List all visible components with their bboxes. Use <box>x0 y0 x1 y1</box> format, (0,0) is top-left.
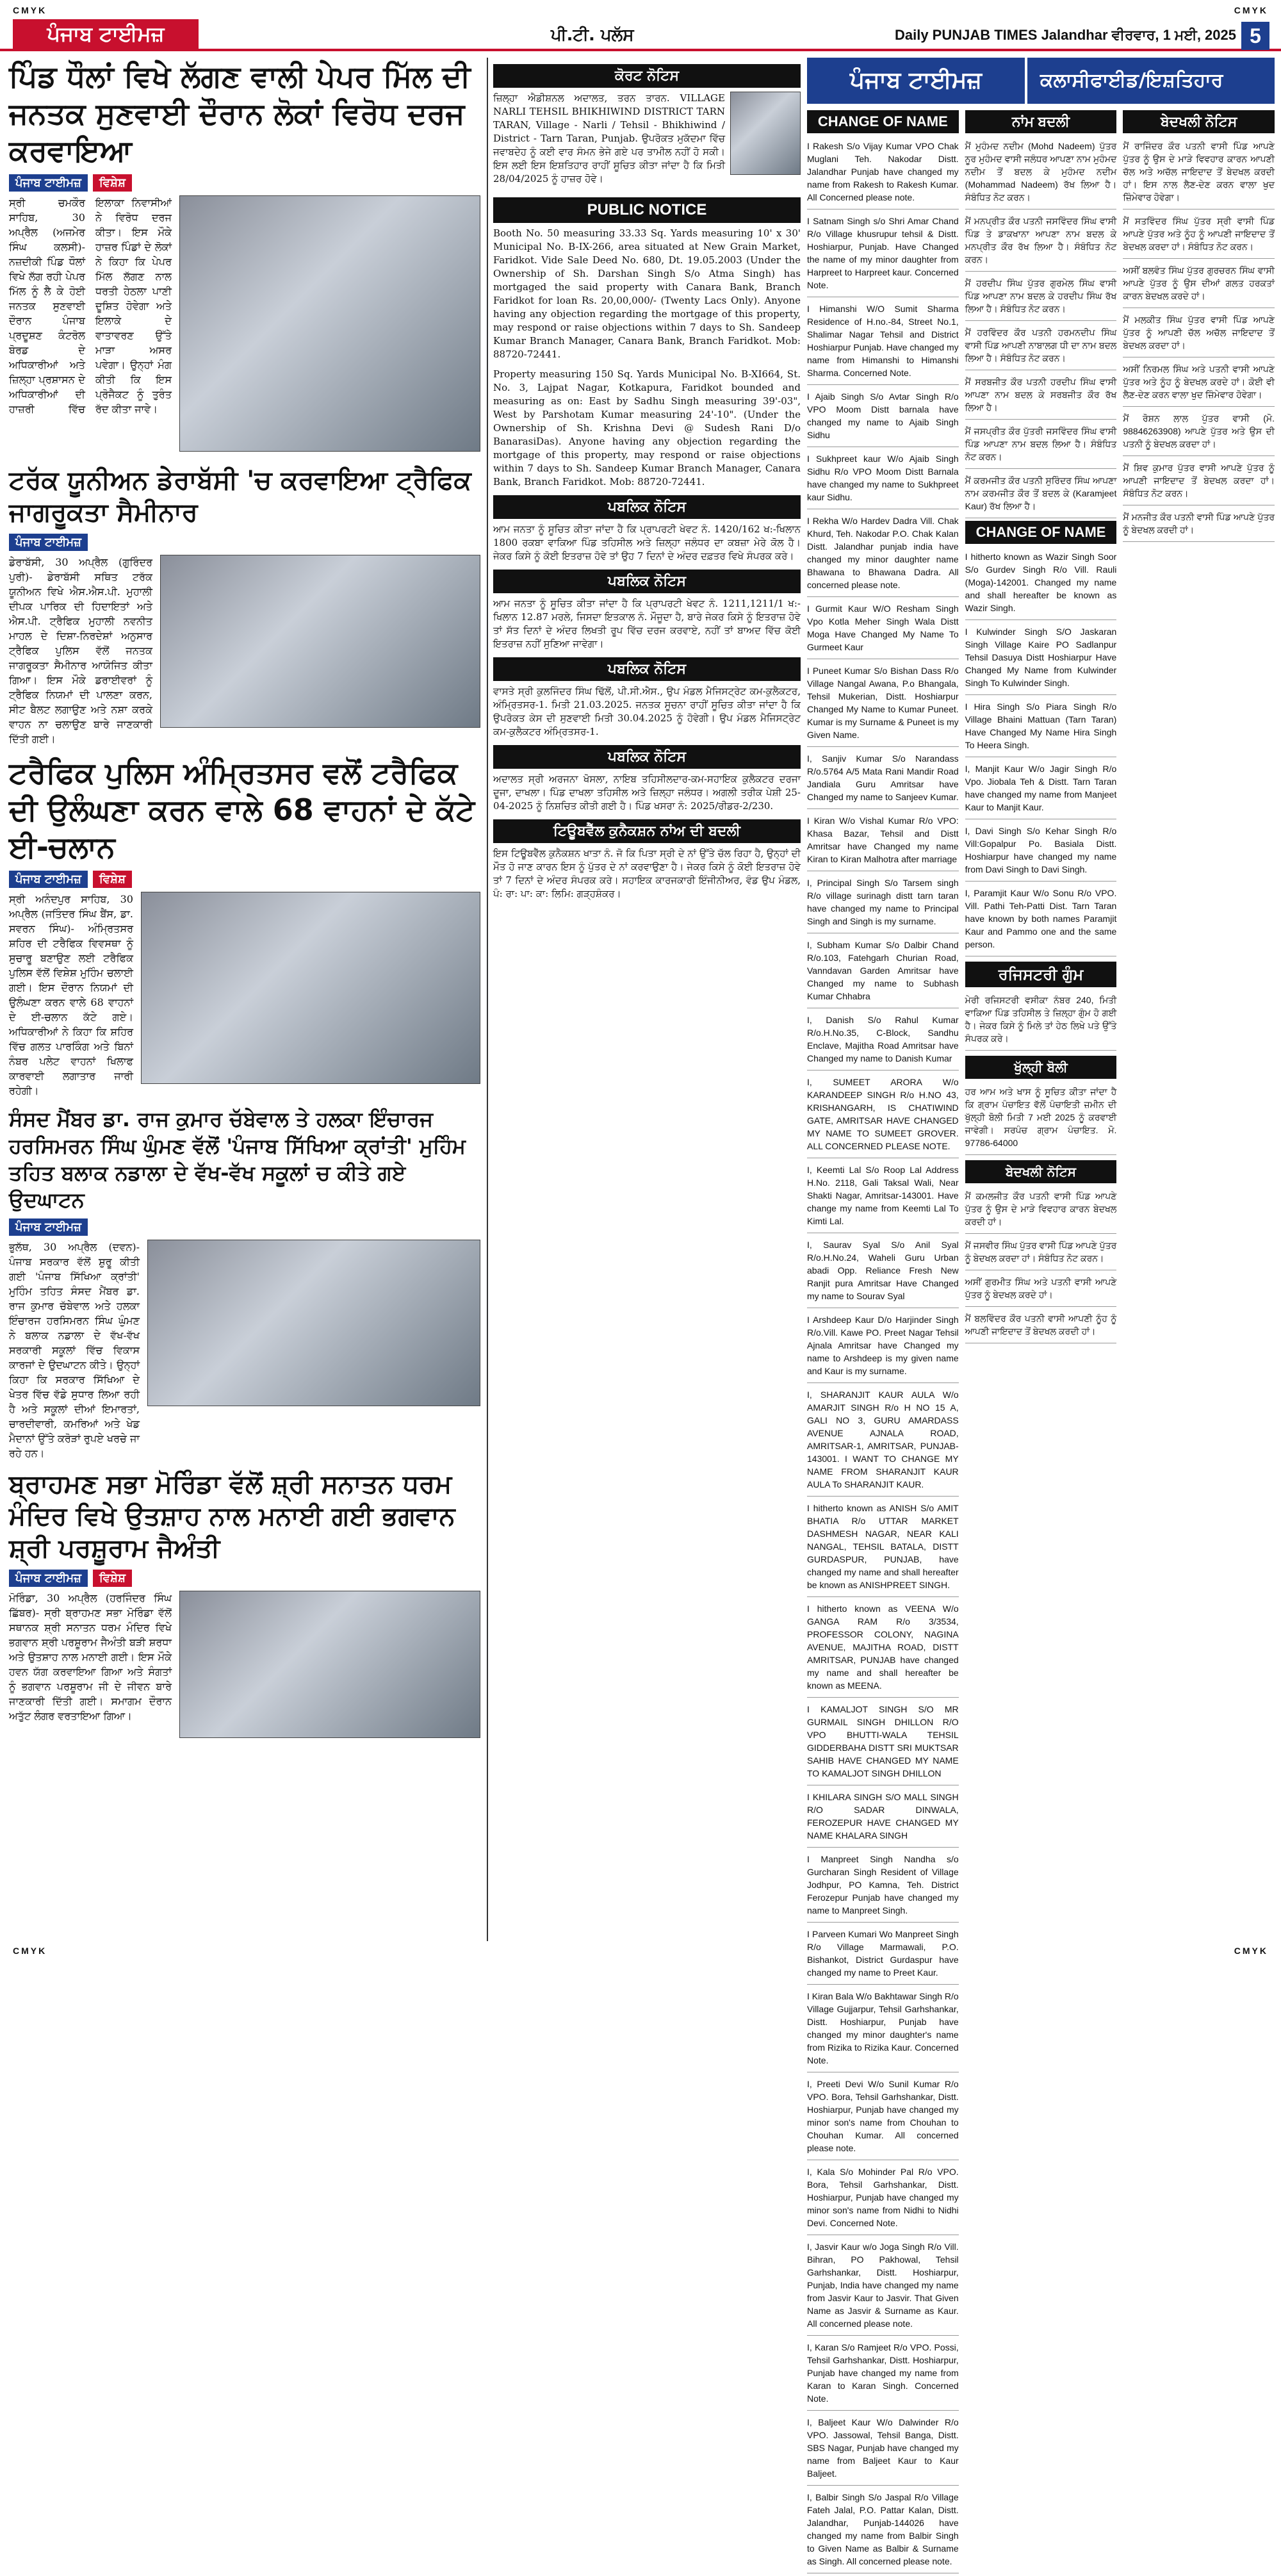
story-body: ਡੇਰਾਬੱਸੀ, 30 ਅਪ੍ਰੈਲ (ਗੁਰਿੰਦਰ ਪੁਰੀ)- ਡੇਰਾਬੱਸੀ ਸਥਿਤ ਟਰੱਕ ਯੂਨੀਅਨ ਵਿਖੇ ਐਸ.ਐਸ.ਪੀ. ਮੁਹਾਲੀ ਦੀਪਕ ਪਾਰਿਕ ਦੀ ਹਿਦਾਇਤਾਂ ਅਤੇ ਐਸ.ਪੀ. ਟ੍ਰੈਫਿਕ ਮੁਹਾਲੀ ਨਵਨੀਤ ਮਾਹਲ ਦੇ ਦਿਸ਼ਾ-ਨਿਰਦੇਸ਼ਾਂ ਅਨੁਸਾਰ ਟ੍ਰੈਫਿਕ ਪੁਲਿਸ ਵੱਲੋਂ ਜਨਤਕ ਜਾਗਰੂਕਤਾ ਸੈਮੀਨਾਰ ਆਯੋਜਿਤ ਕੀਤਾ ਗਿਆ। ਇਸ ਮੌਕੇ ਡਰਾਈਵਰਾਂ ਨੂੰ ਟ੍ਰੈਫਿਕ ਨਿਯਮਾਂ ਦੀ ਪਾਲਣਾ ਕਰਨ, ਸੀਟ ਬੈਲਟ ਲਗਾਉਣ ਅਤੇ ਨਸ਼ਾ ਕਰਕੇ ਵਾਹਨ ਨਾ ਚਲਾਉਣ ਬਾਰੇ ਜਾਣਕਾਰੀ ਦਿੱਤੀ ਗਈ। <box>9 556 152 745</box>
classified-col-b <box>965 110 1117 2576</box>
classified-ad: I Sukhpreet kaur W/o Ajaib Singh Sidhu R/o VPO Moom Distt Barnala have changed my name to Sukhpreet kaur Sidhu. <box>807 450 959 509</box>
story-body: ਸ੍ਰੀ ਅਨੰਦਪੁਰ ਸਾਹਿਬ, 30 ਅਪ੍ਰੈਲ (ਜਤਿੰਦਰ ਸਿੰਘ ਬੈਂਸ, ਡਾ. ਸਵਰਨ ਸਿੰਘ)- ਅੰਮ੍ਰਿਤਸਰ ਸ਼ਹਿਰ ਦੀ ਟਰੈਫਿਕ ਵਿਵਸਥਾ ਨੂੰ ਸੁਚਾਰੂ ਬਣਾਉਣ ਲਈ ਟਰੈਫਿਕ ਪੁਲਿਸ ਵੱਲੋਂ ਵਿਸ਼ੇਸ਼ ਮੁਹਿੰਮ ਚਲਾਈ ਗਈ। ਇਸ ਦੌਰਾਨ ਨਿਯਮਾਂ ਦੀ ਉਲੰਘਣਾ ਕਰਨ ਵਾਲੇ 68 ਵਾਹਨਾਂ ਦੇ ਈ-ਚਲਾਨ ਕੱਟੇ ਗਏ। ਅਧਿਕਾਰੀਆਂ ਨੇ ਕਿਹਾ ਕਿ ਸ਼ਹਿਰ ਵਿੱਚ ਗਲਤ ਪਾਰਕਿੰਗ ਅਤੇ ਬਿਨਾਂ ਨੰਬਰ ਪਲੇਟ ਵਾਹਨਾਂ ਖਿਲਾਫ ਕਾਰਵਾਈ ਲਗਾਤਾਰ ਜਾਰੀ ਰਹੇਗੀ। <box>9 893 133 1097</box>
classified-ad: I, Davi Singh S/o Kehar Singh R/o Vill:Gopalpur Po. Basiala Distt. Hoshiarpur have changed my name from Davi Singh to Davi Singh. <box>965 822 1117 882</box>
open-auction-heading: ਖੁੱਲ੍ਹੀ ਬੋਲੀ <box>965 1056 1117 1079</box>
classified-ad: ਮੈਂ ਜਸਪ੍ਰੀਤ ਕੌਰ ਪੁੱਤਰੀ ਜਸਵਿੰਦਰ ਸਿੰਘ ਵਾਸੀ ਪਿੰਡ ਆਪਣਾ ਨਾਮ ਬਦਲ ਲਿਆ ਹੈ। ਸੰਬੰਧਿਤ ਨੋਟ ਕਰਨ। <box>965 422 1117 469</box>
story-headline: ਪਿੰਡ ਧੌਲਾਂ ਵਿਖੇ ਲੱਗਣ ਵਾਲੀ ਪੇਪਰ ਮਿੱਲ ਦੀ ਜਨਤਕ ਸੁਣਵਾਈ ਦੌਰਾਨ ਲੋਕਾਂ ਵਿਰੋਧ ਦਰਜ ਕਰਵਾਇਆ <box>9 59 471 168</box>
open-auction-text: ਹਰ ਆਮ ਅਤੇ ਖਾਸ ਨੂੰ ਸੂਚਿਤ ਕੀਤਾ ਜਾਂਦਾ ਹੈ ਕਿ ਗ੍ਰਾਮ ਪੰਚਾਇਤ ਵੱਲੋਂ ਪੰਚਾਇਤੀ ਜ਼ਮੀਨ ਦੀ ਖੁੱਲ੍ਹੀ ਬੋਲੀ ਮਿਤੀ 7 ਮਈ 2025 ਨੂੰ ਕਰਵਾਈ ਜਾਵੇਗੀ। ਸਰਪੰਚ ਗ੍ਰਾਮ ਪੰਚਾਇਤ. ਮੋ. 97786-64000 <box>965 1083 1117 1155</box>
cmyk-mark-bottom-right: CMYK <box>1234 1946 1268 1956</box>
classified-col-c <box>1123 110 1275 2576</box>
classifieds-header <box>807 58 1275 104</box>
byline <box>9 1570 480 1587</box>
classified-ad: I, Danish S/o Rahul Kumar R/o.H.No.35, C-Block, Sandhu Enclave, Majitha Road Amritsar have Changed my name to Danish Kumar <box>807 1011 959 1071</box>
classified-ad: I Ajaib Singh S/o Avtar Singh R/o VPO Moom Distt barnala have changed my name to Ajaib Singh Sidhu <box>807 388 959 447</box>
story-photo <box>141 892 480 1084</box>
classified-ad: ਅਸੀਂ ਗੁਰਮੀਤ ਸਿੰਘ ਅਤੇ ਪਤਨੀ ਵਾਸੀ ਆਪਣੇ ਪੁੱਤਰ ਨੂੰ ਬੇਦਖਲ ਕਰਦੇ ਹਾਂ। <box>965 1273 1117 1307</box>
classified-ad: I hitherto known as VEENA W/o GANGA RAM R/o 3/3534, PROFESSOR COLONY, NAGINA AVENUE, MAJITHA ROAD, DISTT AMRITSAR, PUNJAB have changed my name and shall hereafter be known as MEENA. <box>807 1600 959 1698</box>
byline-source: ਪੰਜਾਬ ਟਾਈਮਜ਼ <box>9 1218 88 1236</box>
classified-ad: I Kiran Bala W/o Bakhtawar Singh R/o Village Gujjarpur, Tehsil Garhshankar, Distt. Hoshiarpur, Punjab have changed my minor daughter's name from Rizika to Rizika Kaur. Concerned Note. <box>807 1987 959 2072</box>
classified-ad: ਮੈਂ ਰੋਸ਼ਨ ਲਾਲ ਪੁੱਤਰ ਵਾਸੀ (ਮੋ. 98846263908) ਆਪਣੇ ਪੁੱਤਰ ਅਤੇ ਉਸ ਦੀ ਪਤਨੀ ਨੂੰ ਬੇਦਖਲ ਕਰਦਾ ਹਾਂ। <box>1123 409 1275 456</box>
story-photo <box>160 555 480 728</box>
classified-ad: I, Baljeet Kaur W/o Dalwinder R/o VPO. Jassowal, Tehsil Banga, Distt. SBS Nagar, Punjab have changed my name from Baljeet Kaur to Kaur Baljeet. <box>807 2413 959 2486</box>
cmyk-mark-right: CMYK <box>1234 5 1268 15</box>
story-1 <box>9 58 480 457</box>
story-3 <box>9 754 480 1098</box>
registry-lost-text: ਮੇਰੀ ਰਜਿਸਟਰੀ ਵਸੀਕਾ ਨੰਬਰ 240, ਮਿਤੀ ਵਾਕਿਆ ਪਿੰਡ ਤਹਿਸੀਲ ਤੇ ਜ਼ਿਲ੍ਹਾ ਗੁੰਮ ਹੋ ਗਈ ਹੈ। ਜੇਕਰ ਕਿਸੇ ਨੂੰ ਮਿਲੇ ਤਾਂ ਹੇਠ ਲਿਖੇ ਪਤੇ ਉੱਤੇ ਸੰਪਰਕ ਕਰੇ। <box>965 991 1117 1051</box>
byline-source: ਪੰਜਾਬ ਟਾਈਮਜ਼ <box>9 1570 88 1587</box>
story-photo <box>179 195 480 452</box>
public-notice-text-1: Booth No. 50 measuring 33.33 Sq. Yards measuring 10' x 30' Municipal No. B-IX-266, area situated at New Grain Market, Faridkot. Vide Sale Deed No. 680, Dt. 19.05.2003 (Under the Ownership of Sh. Darshan Singh S/o Atma Singh) has mortgaged the said property with Canara Bank, Branch Faridkot for loan Rs. 20,00,000/- (Twenty Lacs Only). Anyone having any objection regarding the mortgage of this property, may respond or raise objections within 7 days to Sh. Sandeep Kumar Branch Manager, Canara Bank, Branch Faridkot. Mob: 88720-72441. <box>493 227 801 360</box>
pb-notice-text-2: ਆਮ ਜਨਤਾ ਨੂੰ ਸੂਚਿਤ ਕੀਤਾ ਜਾਂਦਾ ਹੈ ਕਿ ਪ੍ਰਾਪਰਟੀ ਖੇਵਟ ਨੰ. 1211,1211/1 ਖ:-ਖਿਲਾਨ 12.87 ਮਰਲੇ, ਜਿਸਦਾ ਇਤਕਾਲ ਨੰ. ਮੌਜੂਦਾ ਹੈ, ਬਾਰੇ ਜੇਕਰ ਕਿਸੇ ਨੂੰ ਇਤਰਾਜ਼ ਹੋਵੇ ਤਾਂ ਸੱਤ ਦਿਨਾਂ ਦੇ ਅੰਦਰ ਲਿਖਤੀ ਰੂਪ ਵਿੱਚ ਦਰਜ ਕਰਵਾਏ, ਨਹੀਂ ਤਾਂ ਬਾਅਦ ਵਿੱਚ ਕੋਈ ਇਤਰਾਜ਼ ਨਹੀਂ ਸੁਣਿਆ ਜਾਵੇਗਾ। <box>493 598 801 650</box>
classified-col-a <box>807 110 959 2576</box>
change-of-name-list-2 <box>965 548 1117 956</box>
court-notice-text: ਜ਼ਿਲ੍ਹਾ ਐਡੀਸ਼ਨਲ ਅਦਾਲਤ, ਤਰਨ ਤਾਰਨ. VILLAGE NARLI TEHSIL BHIKHIWIND DISTRICT TARN TARAN, Village - Narli / Tehsil - Bhikhiwind / District - Tarn Taran, Punjab. ਉਪਰੋਕਤ ਮੁਕੱਦਮਾ ਵਿੱਚ ਜਵਾਬਦੇਹ ਨੂੰ ਕਈ ਵਾਰ ਸੰਮਨ ਭੇਜੇ ਗਏ ਪਰ ਤਾਮੀਲ ਨਹੀਂ ਹੋ ਸਕੀ। ਇਸ ਲਈ ਇਸ ਇਸ਼ਤਿਹਾਰ ਰਾਹੀਂ ਸੂਚਿਤ ਕੀਤਾ ਜਾਂਦਾ ਹੈ ਕਿ ਮਿਤੀ 28/04/2025 ਨੂੰ ਹਾਜ਼ਰ ਹੋਵੇ। <box>493 92 725 185</box>
classified-ad: I, SUMEET ARORA W/o KARANDEEP SINGH R/o H.NO 43, KRISHANGARH, IS CHATIWIND GATE, AMRITSAR HAVE CHANGED MY NAME TO SUMEET GROVER. ALL CONCERNED PLEASE NOTE. <box>807 1073 959 1158</box>
classified-ad: I hitherto known as Wazir Singh Soor S/o Gurdev Singh R/o Vill. Rauli (Moga)-142001. Changed my name and shall hereafter be known as Wazir Singh. <box>965 548 1117 620</box>
classified-ad: I Himanshi W/O Sumit Sharma Residence of H.no.-84, Street No.1, Shalimar Nagar Tehsil and District Hoshiarpur Punjab. Have changed my name from Himanshi to Himanshi Sharma. Concerned Note. <box>807 300 959 385</box>
classified-ad: ਮੈਂ ਸਤਵਿੰਦਰ ਸਿੰਘ ਪੁੱਤਰ ਸ੍ਰੀ ਵਾਸੀ ਪਿੰਡ ਆਪਣੇ ਪੁੱਤਰ ਅਤੇ ਨੂੰਹ ਨੂੰ ਆਪਣੀ ਜਾਇਦਾਦ ਤੋਂ ਬੇਦਖਲ ਕਰਦਾ ਹਾਂ। ਸੰਬੰਧਿਤ ਨੋਟ ਕਰਨ। <box>1123 212 1275 259</box>
byline-source: ਪੰਜਾਬ ਟਾਈਮਜ਼ <box>9 174 88 192</box>
byline-tag: ਵਿਸ਼ੇਸ਼ <box>93 871 132 888</box>
classified-ad: I Gurmit Kaur W/O Resham Singh Vpo Kotla Meher Singh Wala Distt Moga Have Changed My Name To Gurmeet Kaur <box>807 600 959 659</box>
registry-lost-heading: ਰਜਿਸਟਰੀ ਗੁੰਮ <box>965 962 1117 987</box>
disinherit-list <box>1123 137 1275 542</box>
classified-ad: I, Principal Singh S/o Tarsem singh R/o village surinagh distt tarn taran have changed my name to Principal Singh and Singh is my surname. <box>807 874 959 933</box>
pb-notice-title-3: ਪਬਲਿਕ ਨੋਟਿਸ <box>493 657 801 681</box>
classified-ad: ਅਸੀਂ ਨਿਰਮਲ ਸਿੰਘ ਅਤੇ ਪਤਨੀ ਵਾਸੀ ਆਪਣੇ ਪੁੱਤਰ ਅਤੇ ਨੂੰਹ ਨੂੰ ਬੇਦਖਲ ਕਰਦੇ ਹਾਂ। ਕੋਈ ਵੀ ਲੈਣ-ਦੇਣ ਕਰਨ ਵਾਲਾ ਖੁਦ ਜ਼ਿੰਮੇਵਾਰ ਹੋਵੇਗਾ। <box>1123 360 1275 407</box>
name-change-pb-list <box>965 137 1117 518</box>
disinherit-heading: ਬੇਦਖਲੀ ਨੋਟਿਸ <box>1123 110 1275 133</box>
classifieds-logo: ਪੰਜਾਬ ਟਾਈਮਜ਼ <box>807 58 1025 104</box>
classified-ad: ਮੈਂ ਸਰਬਜੀਤ ਕੌਰ ਪਤਨੀ ਹਰਦੀਪ ਸਿੰਘ ਵਾਸੀ ਆਪਣਾ ਨਾਮ ਬਦਲ ਕੇ ਸਰਬਜੀਤ ਕੌਰ ਰੱਖ ਲਿਆ ਹੈ। <box>965 373 1117 420</box>
classified-ad: I, Kala S/o Mohinder Pal R/o VPO. Bora, Tehsil Garhshankar, Distt. Hoshiarpur, Punjab have changed my minor son's name from Nidhi to Nidhi Devi. Concerned Note. <box>807 2163 959 2235</box>
byline <box>9 871 480 888</box>
classified-ad: ਮੈਂ ਬਲਵਿੰਦਰ ਕੌਰ ਪਤਨੀ ਵਾਸੀ ਆਪਣੀ ਨੂੰਹ ਨੂੰ ਆਪਣੀ ਜਾਇਦਾਦ ਤੋਂ ਬੇਦਖਲ ਕਰਦੀ ਹਾਂ। <box>965 1309 1117 1343</box>
page-number: 5 <box>1241 22 1269 50</box>
story-photo <box>179 1591 480 1738</box>
classifieds-grid <box>807 110 1275 2576</box>
classified-ad: I, Jasvir Kaur w/o Joga Singh R/o Vill. Bihran, PO Pakhowal, Tehsil Garhshankar, Distt. Hoshiarpur, Punjab, India have changed my name from Jasvir Kaur to Jasvir. That Given Name as Jasvir & Surname as Kaur. All concerned please note. <box>807 2238 959 2336</box>
classified-ad: I, SHARANJIT KAUR AULA W/o AMARJIT SINGH R/o H NO 15 A, GALI NO 3, GURU AMARDASS AVENUE AJNALA ROAD, AMRITSAR-1, AMRITSAR, PUNJAB-143001. I WANT TO CHANGE MY NAME FROM SHARANJIT KAUR AULA To SHARANJIT KAUR. <box>807 1386 959 1497</box>
classified-ad: I, Keemti Lal S/o Roop Lal Address H.No. 2118, Gali Taksal Wali, Near Shakti Nagar, Amritsar-143001. Have change my name from Keemti Lal To Kimti Lal. <box>807 1161 959 1233</box>
classified-ad: I Manpreet Singh Nandha s/o Gurcharan Singh Resident of Village Jodhpur, PO Kamna, Teh. District Ferozepur Punjab have changed my name to Manpreet Singh. <box>807 1850 959 1923</box>
classified-ad: I Rakesh S/o Vijay Kumar VPO Chak Muglani Teh. Nakodar Distt. Jalandhar Punjab have changed my name from Rakesh to Rakesh Kumar. All Concerned please note. <box>807 137 959 209</box>
classified-ad: I, Paramjit Kaur W/o Sonu R/o VPO. Vill. Pathi Teh-Patti Dist. Tarn Taran have known by both names Paramjit Kaur and Pammo one and the same person. <box>965 884 1117 956</box>
story-4 <box>9 1106 480 1461</box>
dateline: Daily PUNJAB TIMES Jalandhar ਵੀਰਵਾਰ, 1 ਮਈ, 2025 <box>894 27 1236 43</box>
classified-ad: ਮੈਂ ਸ਼ਿਵ ਕੁਮਾਰ ਪੁੱਤਰ ਵਾਸੀ ਆਪਣੇ ਪੁੱਤਰ ਨੂੰ ਆਪਣੀ ਜਾਇਦਾਦ ਤੋਂ ਬੇਦਖਲ ਕਰਦਾ ਹਾਂ। ਸੰਬੰਧਿਤ ਨੋਟ ਕਰਨ। <box>1123 459 1275 505</box>
notices-column <box>487 58 801 1941</box>
classified-ad: ਮੈਂ ਮਨਪ੍ਰੀਤ ਕੌਰ ਪਤਨੀ ਜਸਵਿੰਦਰ ਸਿੰਘ ਵਾਸੀ ਪਿੰਡ ਤੇ ਡਾਕਖਾਨਾ ਆਪਣਾ ਨਾਮ ਬਦਲ ਕੇ ਮਨਪ੍ਰੀਤ ਕੌਰ ਰੱਖ ਲਿਆ ਹੈ। ਸੰਬੰਧਿਤ ਨੋਟ ਕਰਨ। <box>965 212 1117 272</box>
story-headline: ਟਰੱਕ ਯੂਨੀਅਨ ਡੇਰਾਬੱਸੀ 'ਚ ਕਰਵਾਇਆ ਟ੍ਰੈਫਿਕ ਜਾਗਰੂਕਤਾ ਸੈਮੀਨਾਰ <box>9 466 471 527</box>
byline <box>9 534 480 551</box>
classified-ad: I Puneet Kumar S/o Bishan Dass R/o Village Nangal Awana, P.o Bhangala, Tehsil Mukerian, Distt. Hoshiarpur Changed My Name to Kumar Puneet. Kumar is my Surname & Puneet is my Given Name. <box>807 662 959 747</box>
story-body: ਸ੍ਰੀ ਚਮਕੌਰ ਸਾਹਿਬ, 30 ਅਪ੍ਰੈਲ (ਅਜਮੇਰ ਸਿੰਘ ਕਲਸੀ)- ਨਜ਼ਦੀਕੀ ਪਿੰਡ ਧੌਲਾਂ ਵਿਖੇ ਲੱਗ ਰਹੀ ਪੇਪਰ ਮਿੱਲ ਨੂੰ ਲੈ ਕੇ ਹੋਈ ਜਨਤਕ ਸੁਣਵਾਈ ਦੌਰਾਨ ਪੰਜਾਬ ਪ੍ਰਦੂਸ਼ਣ ਕੰਟਰੋਲ ਬੋਰਡ ਦੇ ਅਧਿਕਾਰੀਆਂ ਅਤੇ ਜ਼ਿਲ੍ਹਾ ਪ੍ਰਸ਼ਾਸਨ ਦੇ ਅਧਿਕਾਰੀਆਂ ਦੀ ਹਾਜ਼ਰੀ ਵਿੱਚ ਇਲਾਕਾ ਨਿਵਾਸੀਆਂ ਨੇ ਵਿਰੋਧ ਦਰਜ ਕੀਤਾ। ਇਸ ਮੌਕੇ ਹਾਜ਼ਰ ਪਿੰਡਾਂ ਦੇ ਲੋਕਾਂ ਨੇ ਕਿਹਾ ਕਿ ਪੇਪਰ ਮਿੱਲ ਲੱਗਣ ਨਾਲ ਧਰਤੀ ਹੇਠਲਾ ਪਾਣੀ ਦੂਸ਼ਿਤ ਹੋਵੇਗਾ ਅਤੇ ਇਲਾਕੇ ਦੇ ਵਾਤਾਵਰਣ ਉੱਤੇ ਮਾੜਾ ਅਸਰ ਪਵੇਗਾ। ਉਨ੍ਹਾਂ ਮੰਗ ਕੀਤੀ ਕਿ ਇਸ ਪ੍ਰੋਜੈਕਟ ਨੂੰ ਤੁਰੰਤ ਰੱਦ ਕੀਤਾ ਜਾਵੇ। <box>9 197 172 415</box>
cmyk-mark-left: CMYK <box>13 5 47 15</box>
disinherit-list-2 <box>965 1187 1117 1343</box>
public-notice-title: PUBLIC NOTICE <box>493 197 801 223</box>
pb-notice-text-1: ਆਮ ਜਨਤਾ ਨੂੰ ਸੂਚਿਤ ਕੀਤਾ ਜਾਂਦਾ ਹੈ ਕਿ ਪ੍ਰਾਪਰਟੀ ਖੇਵਟ ਨੰ. 1420/162 ਖ:-ਖਿਲਾਨ 1800 ਰਕਬਾ ਵਾਕਿਆ ਪਿੰਡ ਤਹਿਸੀਲ ਅਤੇ ਜ਼ਿਲ੍ਹਾ ਜਲੰਧਰ ਦਾ ਕਬਜ਼ਾ ਮੇਰੇ ਕੋਲ ਹੈ। ਜੇਕਰ ਕਿਸੇ ਨੂੰ ਕੋਈ ਇਤਰਾਜ਼ ਹੋਵੇ ਤਾਂ ਉਹ 7 ਦਿਨਾਂ ਦੇ ਅੰਦਰ ਦਫ਼ਤਰ ਵਿਖੇ ਸੰਪਰਕ ਕਰੇ। <box>493 523 801 562</box>
pb-notice-title-1: ਪਬਲਿਕ ਨੋਟਿਸ <box>493 495 801 519</box>
news-column <box>9 58 480 1941</box>
classified-ad: I Kulwinder Singh S/O Jaskaran Singh Village Kaire PO Sadlanpur Tehsil Dasuya Distt Hoshiarpur Have Changed My Name from Kulwinder Singh To Kulwinder Singh. <box>965 623 1117 695</box>
classified-ad: I Parveen Kumari Wo Manpreet Singh R/o Village Marmawali, P.O. Bishankot, District Gurdaspur have changed my name to Preet Kaur. <box>807 1925 959 1985</box>
change-of-name-heading-2: CHANGE OF NAME <box>965 521 1117 544</box>
classified-ad: I Kiran W/o Vishal Kumar R/o VPO: Khasa Bazar, Tehsil and Distt Amritsar have Changed my name Kiran to Kiran Malhotra after marriage <box>807 812 959 871</box>
classified-ad: ਮੈਂ ਹਰਵਿੰਦਰ ਕੌਰ ਪਤਨੀ ਹਰਮਨਦੀਪ ਸਿੰਘ ਵਾਸੀ ਪਿੰਡ ਆਪਣੀ ਨਾਬਾਲਗ ਧੀ ਦਾ ਨਾਮ ਬਦਲ ਲਿਆ ਹੈ। ਸੰਬੰਧਿਤ ਨੋਟ ਕਰਨ। <box>965 324 1117 370</box>
classified-ad: I Satnam Singh s/o Shri Amar Chand R/o Village khusrupur tehsil & Distt. Hoshiarpur, Punjab. Have Changed the name of my minor daughter from Harpreet to Harpreet kaur. Concerned Note. <box>807 212 959 297</box>
story-headline: ਟਰੈਫਿਕ ਪੁਲਿਸ ਅੰਮ੍ਰਿਤਸਰ ਵਲੋਂ ਟਰੈਫਿਕ ਦੀ ਉਲੰਘਣਾ ਕਰਨ ਵਾਲੇ 68 ਵਾਹਨਾਂ ਦੇ ਕੱਟੇ ਈ-ਚਲਾਨ <box>9 755 475 864</box>
classified-ad: ਮੈਂ ਮਨਜੀਤ ਕੌਰ ਪਤਨੀ ਵਾਸੀ ਪਿੰਡ ਆਪਣੇ ਪੁੱਤਰ ਨੂੰ ਬੇਦਖਲ ਕਰਦੀ ਹਾਂ। <box>1123 508 1275 542</box>
byline-tag: ਵਿਸ਼ੇਸ਼ <box>93 1570 132 1587</box>
change-of-name-heading: CHANGE OF NAME <box>807 110 959 133</box>
classified-ad: I Rekha W/o Hardev Dadra Vill. Chak Khurd, Teh. Nakodar P.O. Chak Kalan Distt. Jalandhar punjab india have changed my minor daughter name Bhawana to Bhawana Dadra. All concerned please note. <box>807 512 959 597</box>
classified-ad: ਮੈਂ ਮਲਕੀਤ ਸਿੰਘ ਪੁੱਤਰ ਵਾਸੀ ਪਿੰਡ ਆਪਣੇ ਪੁੱਤਰ ਨੂੰ ਆਪਣੀ ਚੱਲ ਅਚੱਲ ਜਾਇਦਾਦ ਤੋਂ ਬੇਦਖਲ ਕਰਦਾ ਹਾਂ। <box>1123 311 1275 357</box>
byline-source: ਪੰਜਾਬ ਟਾਈਮਜ਼ <box>9 534 88 551</box>
classified-ad: I, Preeti Devi W/o Sunil Kumar R/o VPO. Bora, Tehsil Garhshankar, Distt. Hoshiarpur, Punjab have changed my minor son's name from Chouhan to Chouhan Kumar. All concerned please note. <box>807 2075 959 2160</box>
classified-ad: ਮੈਂ ਕਰਮਜੀਤ ਕੌਰ ਪਤਨੀ ਸੁਰਿੰਦਰ ਸਿੰਘ ਆਪਣਾ ਨਾਮ ਕਰਮਜੀਤ ਕੌਰ ਤੋਂ ਬਦਲ ਕੇ (Karamjeet Kaur) ਰੱਖ ਲਿਆ ਹੈ। <box>965 472 1117 518</box>
name-change-pb-heading: ਨਾਂਮ ਬਦਲੀ <box>965 110 1117 133</box>
story-5 <box>9 1468 480 1723</box>
public-notice-text-2: Property measuring 150 Sq. Yards Municipal No. B-XI664, St. No. 3, Lajpat Nagar, Kotkapura, Faridkot bounded and measuring as on: East by Sadhu Singh measuring 39'-03", West by Parshotam Kumar measuring 24'-10". (Under the Ownership of Sh. Krishna Devi @ Sudesh Rani D/o BanarasiDas). Anyone having any objection regarding the mortgage of this property, may respond or raise objections within 7 days to Sh. Sandeep Kumar Branch Manager, Canara Bank, Branch Faridkot. Mob: 88720-72441. <box>493 368 801 488</box>
story-2 <box>9 464 480 746</box>
classified-ad: I, Subham Kumar S/o Dalbir Chand R/o.103, Fatehgarh Churian Road, Vanndavan Garden Amritsar have Changed my name to Subhash Kumar Chhabra <box>807 936 959 1008</box>
byline-tag: ਵਿਸ਼ੇਸ਼ <box>93 174 132 192</box>
byline <box>9 174 480 192</box>
pb-notice-text-4: ਅਦਾਲਤ ਸ੍ਰੀ ਅਰਜਨਾ ਖੋਸਲਾ, ਨਾਇਬ ਤਹਿਸੀਲਦਾਰ-ਕਮ-ਸਹਾਇਕ ਕੁਲੈਕਟਰ ਦਰਜਾ ਦੂਜਾ, ਦਾਖਲਾ। ਪਿੰਡ ਦਾਖਲਾ ਤਹਿਸੀਲ ਅਤੇ ਜ਼ਿਲ੍ਹਾ ਜਲੰਧਰ। ਅਗਲੀ ਤਰੀਕ ਪੇਸ਼ੀ 25-04-2025 ਨੂੰ ਨਿਸ਼ਚਿਤ ਕੀਤੀ ਗਈ ਹੈ। ਪਿੰਡ ਖਸਰਾ ਨੰ: 2025/ਰੀਡਰ-2/230. <box>493 773 801 812</box>
classified-ad: ਅਸੀਂ ਬਲਵੰਤ ਸਿੰਘ ਪੁੱਤਰ ਗੁਰਚਰਨ ਸਿੰਘ ਵਾਸੀ ਆਪਣੇ ਪੁੱਤਰ ਨੂੰ ਉਸ ਦੀਆਂ ਗਲਤ ਹਰਕਤਾਂ ਕਾਰਨ ਬੇਦਖਲ ਕਰਦੇ ਹਾਂ। <box>1123 261 1275 308</box>
notice-photo <box>730 92 801 175</box>
classified-ad: I KHILARA SINGH S/O MALL SINGH R/O SADAR DINWALA, FEROZEPUR HAVE CHANGED MY NAME KHALARA SINGH <box>807 1788 959 1848</box>
disinherit-heading-2: ਬੇਦਖਲੀ ਨੋਟਿਸ <box>965 1160 1117 1183</box>
classified-ad: ਮੈਂ ਜਸਵੀਰ ਸਿੰਘ ਪੁੱਤਰ ਵਾਸੀ ਪਿੰਡ ਆਪਣੇ ਪੁੱਤਰ ਨੂੰ ਬੇਦਖਲ ਕਰਦਾ ਹਾਂ। ਸੰਬੰਧਿਤ ਨੋਟ ਕਰਨ। <box>965 1236 1117 1270</box>
story-headline: ਸੰਸਦ ਮੈਂਬਰ ਡਾ. ਰਾਜ ਕੁਮਾਰ ਚੱਬੇਵਾਲ ਤੇ ਹਲਕਾ ਇੰਚਾਰਜ ਹਰਸਿਮਰਨ ਸਿੰਘ ਘੁੰਮਣ ਵੱਲੋਂ 'ਪੰਜਾਬ ਸਿੱਖਿਆ ਕ੍ਰਾਂਤੀ' ਮੁਹਿੰਮ ਤਹਿਤ ਬਲਾਕ ਨਡਾਲਾ ਦੇ ਵੱਖ-ਵੱਖ ਸਕੂਲਾਂ ਚ ਕੀਤੇ ਗਏ ਉਦਘਾਟਨ <box>9 1107 466 1212</box>
story-body: ਭੁਲੱਥ, 30 ਅਪ੍ਰੈਲ (ਦਵਨ)- ਪੰਜਾਬ ਸਰਕਾਰ ਵੱਲੋਂ ਸ਼ੁਰੂ ਕੀਤੀ ਗਈ 'ਪੰਜਾਬ ਸਿੱਖਿਆ ਕ੍ਰਾਂਤੀ' ਮੁਹਿੰਮ ਤਹਿਤ ਸੰਸਦ ਮੈਂਬਰ ਡਾ. ਰਾਜ ਕੁਮਾਰ ਚੱਬੇਵਾਲ ਅਤੇ ਹਲਕਾ ਇੰਚਾਰਜ ਹਰਸਿਮਰਨ ਸਿੰਘ ਘੁੰਮਣ ਨੇ ਬਲਾਕ ਨਡਾਲਾ ਦੇ ਵੱਖ-ਵੱਖ ਸਰਕਾਰੀ ਸਕੂਲਾਂ ਵਿੱਚ ਵਿਕਾਸ ਕਾਰਜਾਂ ਦੇ ਉਦਘਾਟਨ ਕੀਤੇ। ਉਨ੍ਹਾਂ ਕਿਹਾ ਕਿ ਸਰਕਾਰ ਸਿੱਖਿਆ ਦੇ ਖੇਤਰ ਵਿੱਚ ਵੱਡੇ ਸੁਧਾਰ ਲਿਆ ਰਹੀ ਹੈ ਅਤੇ ਸਕੂਲਾਂ ਦੀਆਂ ਇਮਾਰਤਾਂ, ਚਾਰਦੀਵਾਰੀ, ਕਮਰਿਆਂ ਅਤੇ ਖੇਡ ਮੈਦਾਨਾਂ ਉੱਤੇ ਕਰੋੜਾਂ ਰੁਪਏ ਖਰਚੇ ਜਾ ਰਹੇ ਹਨ। <box>9 1241 140 1459</box>
classified-ad: I, Balbir Singh S/o Jaspal R/o Village Fateh Jalal, P.O. Pattar Kalan, Distt. Jalandhar, Punjab-144026 have changed my name from Balbir Singh to Given Name as Balbir & Surname as Singh. All concerned please note. <box>807 2488 959 2573</box>
masthead <box>0 0 1281 51</box>
section-title: ਪੀ.ਟੀ. ਪਲੱਸ <box>551 26 634 45</box>
cmyk-mark-bottom-left: CMYK <box>13 1946 47 1956</box>
classified-ad: ਮੈਂ ਰਾਜਿੰਦਰ ਕੌਰ ਪਤਨੀ ਵਾਸੀ ਪਿੰਡ ਆਪਣੇ ਪੁੱਤਰ ਨੂੰ ਉਸ ਦੇ ਮਾੜੇ ਵਿਵਹਾਰ ਕਾਰਨ ਆਪਣੀ ਚੱਲ ਅਤੇ ਅਚੱਲ ਜਾਇਦਾਦ ਤੋਂ ਬੇਦਖਲ ਕਰਦੀ ਹਾਂ। ਇਸ ਨਾਲ ਲੈਣ-ਦੇਣ ਕਰਨ ਵਾਲਾ ਖੁਦ ਜ਼ਿੰਮੇਵਾਰ ਹੋਵੇਗਾ। <box>1123 137 1275 209</box>
tubewell-notice-title: ਟਿਊਬਵੈੱਲ ਕੁਨੈਕਸ਼ਨ ਨਾਂਅ ਦੀ ਬਦਲੀ <box>493 819 801 843</box>
pb-notice-text-3: ਵਾਸਤੇ ਸ੍ਰੀ ਕੁਲਜਿੰਦਰ ਸਿੰਘ ਢਿੱਲੋਂ, ਪੀ.ਸੀ.ਐਸ., ਉਪ ਮੰਡਲ ਮੈਜਿਸਟ੍ਰੇਟ ਕਮ-ਕੁਲੈਕਟਰ, ਅੰਮ੍ਰਿਤਸਰ-1. ਮਿਤੀ 21.03.2025. ਜਨਤਕ ਸੂਚਨਾ ਰਾਹੀਂ ਸੂਚਿਤ ਕੀਤਾ ਜਾਂਦਾ ਹੈ ਕਿ ਉਪਰੋਕਤ ਕੇਸ ਦੀ ਸੁਣਵਾਈ ਮਿਤੀ 30.04.2025 ਨੂੰ ਹੋਵੇਗੀ। ਉਪ ਮੰਡਲ ਮੈਜਿਸਟ੍ਰੇਟ ਕਮ-ਕੁਲੈਕਟਰ ਅੰਮ੍ਰਿਤਸਰ-1. <box>493 685 801 737</box>
classified-ad: I hitherto known as ANISH S/o AMIT BHATIA R/o UTTAR MARKET DASHMESH NAGAR, NEAR KALI NANGAL, TEHSIL BATALA, DISTT GURDASPUR, PUNJAB, have changed my name and shall hereafter be known as ANISHPREET SINGH. <box>807 1499 959 1597</box>
tubewell-notice-text: ਇਸ ਟਿਊਬਵੈੱਲ ਕੁਨੈਕਸ਼ਨ ਖਾਤਾ ਨੰ. ਜੋ ਕਿ ਪਿਤਾ ਸ੍ਰੀ ਦੇ ਨਾਂ ਉੱਤੇ ਚੱਲ ਰਿਹਾ ਹੈ, ਉਨ੍ਹਾਂ ਦੀ ਮੌਤ ਹੋ ਜਾਣ ਕਾਰਨ ਇਸ ਨੂੰ ਪੁੱਤਰ ਦੇ ਨਾਂ ਕਰਵਾਉਣਾ ਹੈ। ਜੇਕਰ ਕਿਸੇ ਨੂੰ ਕੋਈ ਇਤਰਾਜ਼ ਹੋਵੇ ਤਾਂ 7 ਦਿਨਾਂ ਦੇ ਅੰਦਰ ਸੰਪਰਕ ਕਰੇ। ਸਹਾਇਕ ਕਾਰਜਕਾਰੀ ਇੰਜੀਨੀਅਰ, ਵੰਡ ਉਪ ਮੰਡਲ, ਪੰ: ਰਾ: ਪਾ: ਕਾ: ਲਿਮਿ: ਗੜ੍ਹਸ਼ੰਕਰ। <box>493 848 801 899</box>
court-notice-title: ਕੋਰਟ ਨੋਟਿਸ <box>493 64 801 88</box>
pb-notice-title-4: ਪਬਲਿਕ ਨੋਟਿਸ <box>493 745 801 769</box>
byline <box>9 1218 480 1236</box>
classified-ad: I Arshdeep Kaur D/o Harjinder Singh R/o.Vill. Kawe PO. Preet Nagar Tehsil Ajnala Amritsar have Changed my name to Arshdeep is my given name and Kaur is my surname. <box>807 1311 959 1383</box>
classified-ad: ਮੈਂ ਹਰਦੀਪ ਸਿੰਘ ਪੁੱਤਰ ਗੁਰਮੇਲ ਸਿੰਘ ਵਾਸੀ ਪਿੰਡ ਆਪਣਾ ਨਾਮ ਬਦਲ ਕੇ ਹਰਦੀਪ ਸਿੰਘ ਰੱਖ ਲਿਆ ਹੈ। ਸੰਬੰਧਿਤ ਨੋਟ ਕਰਨ। <box>965 274 1117 321</box>
story-headline: ਬ੍ਰਾਹਮਣ ਸਭਾ ਮੋਰਿੰਡਾ ਵੱਲੋਂ ਸ਼੍ਰੀ ਸਨਾਤਨ ਧਰਮ ਮੰਦਿਰ ਵਿਖੇ ਉਤਸ਼ਾਹ ਨਾਲ ਮਨਾਈ ਗਈ ਭਗਵਾਨ ਸ਼੍ਰੀ ਪਰਸ਼ੂਰਾਮ ਜੈਅੰਤੀ <box>9 1470 455 1563</box>
paper-logo: ਪੰਜਾਬ ਟਾਈਮਜ਼ <box>13 19 199 49</box>
byline-source: ਪੰਜਾਬ ਟਾਈਮਜ਼ <box>9 871 88 888</box>
pb-notice-title-2: ਪਬਲਿਕ ਨੋਟਿਸ <box>493 570 801 593</box>
classified-ad: I KAMALJOT SINGH S/O MR GURMAIL SINGH DHILLON R/O VPO BHUTTI-WALA TEHSIL GIDDERBAHA DISTT SRI MUKTSAR SAHIB HAVE CHANGED MY NAME TO KAMALJOT SINGH DHILLON <box>807 1700 959 1785</box>
classified-ad: ਮੈਂ ਮੁਹੰਮਦ ਨਦੀਮ (Mohd Nadeem) ਪੁੱਤਰ ਨੂਰ ਮੁਹੰਮਦ ਵਾਸੀ ਜਲੰਧਰ ਆਪਣਾ ਨਾਮ ਮੁਹੰਮਦ ਨਦੀਮ ਤੋਂ ਬਦਲ ਕੇ ਮੁਹੰਮਦ ਨਦੀਮ (Mohammad Nadeem) ਰੱਖ ਲਿਆ ਹੈ। ਸੰਬੰਧਿਤ ਨੋਟ ਕਰਨ। <box>965 137 1117 209</box>
story-photo <box>147 1240 480 1406</box>
classified-ad: ਮੈਂ ਕਮਲਜੀਤ ਕੌਰ ਪਤਨੀ ਵਾਸੀ ਪਿੰਡ ਆਪਣੇ ਪੁੱਤਰ ਨੂੰ ਉਸ ਦੇ ਮਾੜੇ ਵਿਵਹਾਰ ਕਾਰਨ ਬੇਦਖਲ ਕਰਦੀ ਹਾਂ। <box>965 1187 1117 1234</box>
classified-ad: I, Manjit Kaur W/o Jagir Singh R/o Vpo. Jiobala Teh & Distt. Tarn Taran have changed my name from Manjeet Kaur to Manjit Kaur. <box>965 760 1117 819</box>
change-of-name-list <box>807 137 959 2573</box>
classifieds-section-title: ਕਲਾਸੀਫਾਈਡ/ਇਸ਼ਤਿਹਾਰ <box>1025 58 1275 104</box>
classified-ad: I, Karan S/o Ramjeet R/o VPO. Possi, Tehsil Garhshankar, Distt. Hoshiarpur, Punjab have changed my name from Karan to Karan Singh. Concerned Note. <box>807 2338 959 2411</box>
classified-ad: I, Sanjiv Kumar S/o Narandass R/o.5764 A/5 Mata Rani Mandir Road Jandiala Guru Amritsar have Changed my name to Sanjeev Kumar. <box>807 750 959 809</box>
classified-ad: I, Saurav Syal S/o Anil Syal R/o.H.No.24, Waheli Guru Urban abadi Opp. Reliance Fresh New Ranjit pura Amritsar Have Changed my name to Sourav Syal <box>807 1236 959 1308</box>
story-body: ਮੋਰਿੰਡਾ, 30 ਅਪ੍ਰੈਲ (ਹਰਜਿੰਦਰ ਸਿੰਘ ਛਿੱਬਰ)- ਸ੍ਰੀ ਬ੍ਰਾਹਮਣ ਸਭਾ ਮੋਰਿੰਡਾ ਵੱਲੋਂ ਸਥਾਨਕ ਸ਼੍ਰੀ ਸਨਾਤਨ ਧਰਮ ਮੰਦਿਰ ਵਿਖੇ ਭਗਵਾਨ ਸ਼੍ਰੀ ਪਰਸ਼ੂਰਾਮ ਜੈਅੰਤੀ ਬੜੀ ਸ਼ਰਧਾ ਅਤੇ ਉਤਸ਼ਾਹ ਨਾਲ ਮਨਾਈ ਗਈ। ਇਸ ਮੌਕੇ ਹਵਨ ਯੱਗ ਕਰਵਾਇਆ ਗਿਆ ਅਤੇ ਸੰਗਤਾਂ ਨੂੰ ਭਗਵਾਨ ਪਰਸ਼ੂਰਾਮ ਜੀ ਦੇ ਜੀਵਨ ਬਾਰੇ ਜਾਣਕਾਰੀ ਦਿੱਤੀ ਗਈ। ਸਮਾਗਮ ਦੌਰਾਨ ਅਤੁੱਟ ਲੰਗਰ ਵਰਤਾਇਆ ਗਿਆ। <box>9 1592 172 1722</box>
classified-ad: I Hira Singh S/o Piara Singh R/o Village Bhaini Mattuan (Tarn Taran) Have Changed My Name Hira Singh To Heera Singh. <box>965 698 1117 757</box>
